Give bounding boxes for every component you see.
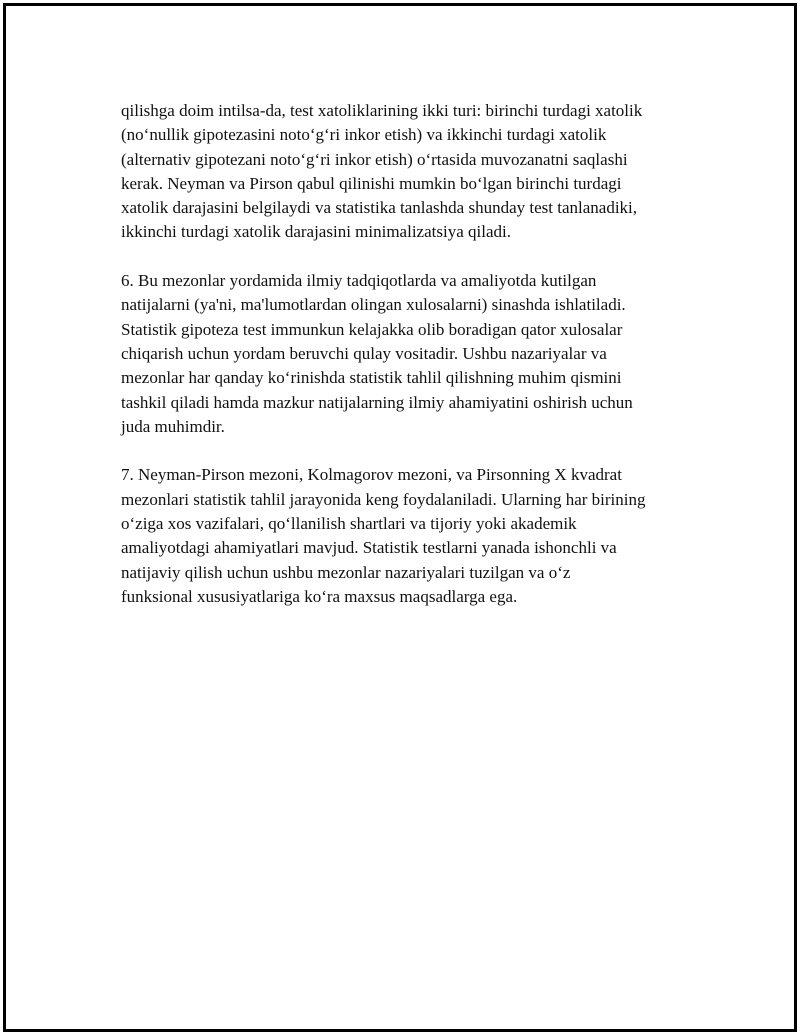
text-line: amaliyotdagi ahamiyatlari mavjud. Statistik testlarni yanada ishonchli va [121,538,617,558]
text-line: natijalarni (ya'ni, ma'lumotlardan olingan xulosalarni) sinashda ishlatiladi. [121,295,626,315]
text-line: natijaviy qilish uchun ushbu mezonlar nazariyalari tuzilgan va o‘z [121,562,571,582]
text-line: juda muhimdir. [121,416,225,436]
text-line: 6. Bu mezonlar yordamida ilmiy tadqiqotlarda va amaliyotda kutilgan [121,271,597,291]
paragraph-item-6 [121,269,701,439]
text-line: qilishga doim intilsa-da, test xatoliklarining ikki turi: birinchi turdagi xatolik [121,101,643,120]
paragraph-hypothesis-errors [121,99,701,245]
text-line: (no‘nullik gipotezasini noto‘g‘ri inkor etish) va ikkinchi turdagi xatolik [121,125,607,145]
text-line: ikkinchi turdagi xatolik darajasini minimalizatsiya qiladi. [121,222,511,242]
text-line: kerak. Neyman va Pirson qabul qilinishi mumkin bo‘lgan birinchi turdagi [121,173,622,193]
paragraph-item-7 [121,463,701,609]
document-body [121,99,701,634]
text-line: mezonlar har qanday ko‘rinishda statistik tahlil qilishning muhim qismini [121,368,622,388]
text-line: o‘ziga xos vazifalari, qo‘llanilish shartlari va tijoriy yoki akademik [121,514,577,534]
text-line: mezonlari statistik tahlil jarayonida keng foydalaniladi. Ularning har birining [121,489,646,509]
text-line: xatolik darajasini belgilaydi va statistika tanlashda shunday test tanlanadiki, [121,198,638,218]
page-border [3,3,797,1032]
text-line: Statistik gipoteza test immunkun kelajakka olib boradigan qator xulosalar [121,319,623,339]
text-line: 7. Neyman-Pirson mezoni, Kolmagorov mezoni, va Pirsonning X kvadrat [121,465,622,485]
text-line: funksional xususiyatlariga ko‘ra maxsus maqsadlarga ega. [121,586,518,606]
text-line: chiqarish uchun yordam beruvchi qulay vositadir. Ushbu nazariyalar va [121,343,607,363]
text-line: (alternativ gipotezani noto‘g‘ri inkor etish) o‘rtasida muvozanatni saqlashi [121,149,628,169]
text-line: tashkil qiladi hamda mazkur natijalarning ilmiy ahamiyatini oshirish uchun [121,392,633,412]
